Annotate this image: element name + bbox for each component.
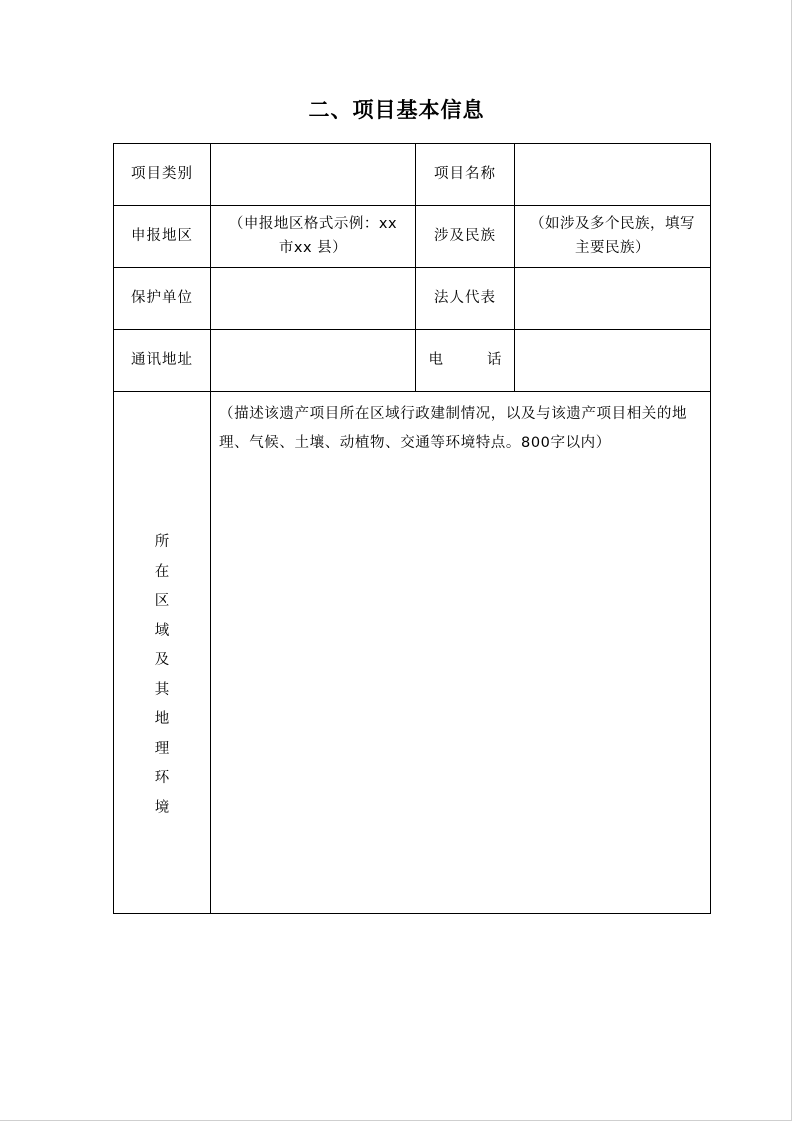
phone-label-char-1: 电: [428, 351, 443, 368]
table-row: [114, 206, 711, 268]
table-row: [114, 330, 711, 392]
table-row: [114, 144, 711, 206]
phone-field[interactable]: [515, 330, 711, 392]
project-name-field[interactable]: [515, 144, 711, 206]
address-label: 通讯地址: [114, 330, 211, 392]
protection-unit-field[interactable]: [211, 268, 416, 330]
region-field-hint[interactable]: （申报地区格式示例：xx 市xx 县）: [211, 206, 416, 268]
table-row: [114, 392, 711, 914]
environment-label: 所在区域及其地理环境: [154, 534, 170, 816]
legal-representative-label: 法人代表: [416, 268, 515, 330]
project-name-label: 项目名称: [416, 144, 515, 206]
environment-label-cell: [114, 392, 211, 914]
address-field[interactable]: [211, 330, 416, 392]
ethnic-group-label: 涉及民族: [416, 206, 515, 268]
page-title: 二、项目基本信息: [308, 98, 485, 122]
phone-label-char-2: 话: [487, 351, 502, 368]
project-category-field[interactable]: [211, 144, 416, 206]
basic-info-table: [113, 143, 711, 914]
table-row: [114, 268, 711, 330]
phone-label: [416, 330, 515, 392]
protection-unit-label: 保护单位: [114, 268, 211, 330]
region-label: 申报地区: [114, 206, 211, 268]
ethnic-group-field-hint[interactable]: （如涉及多个民族，填写主要民族）: [515, 206, 711, 268]
legal-representative-field[interactable]: [515, 268, 711, 330]
project-category-label: 项目类别: [114, 144, 211, 206]
environment-description-field[interactable]: （描述该遗产项目所在区域行政建制情况，以及与该遗产项目相关的地理、气候、土壤、动植物、交通等环境特点。800字以内）: [211, 392, 711, 914]
